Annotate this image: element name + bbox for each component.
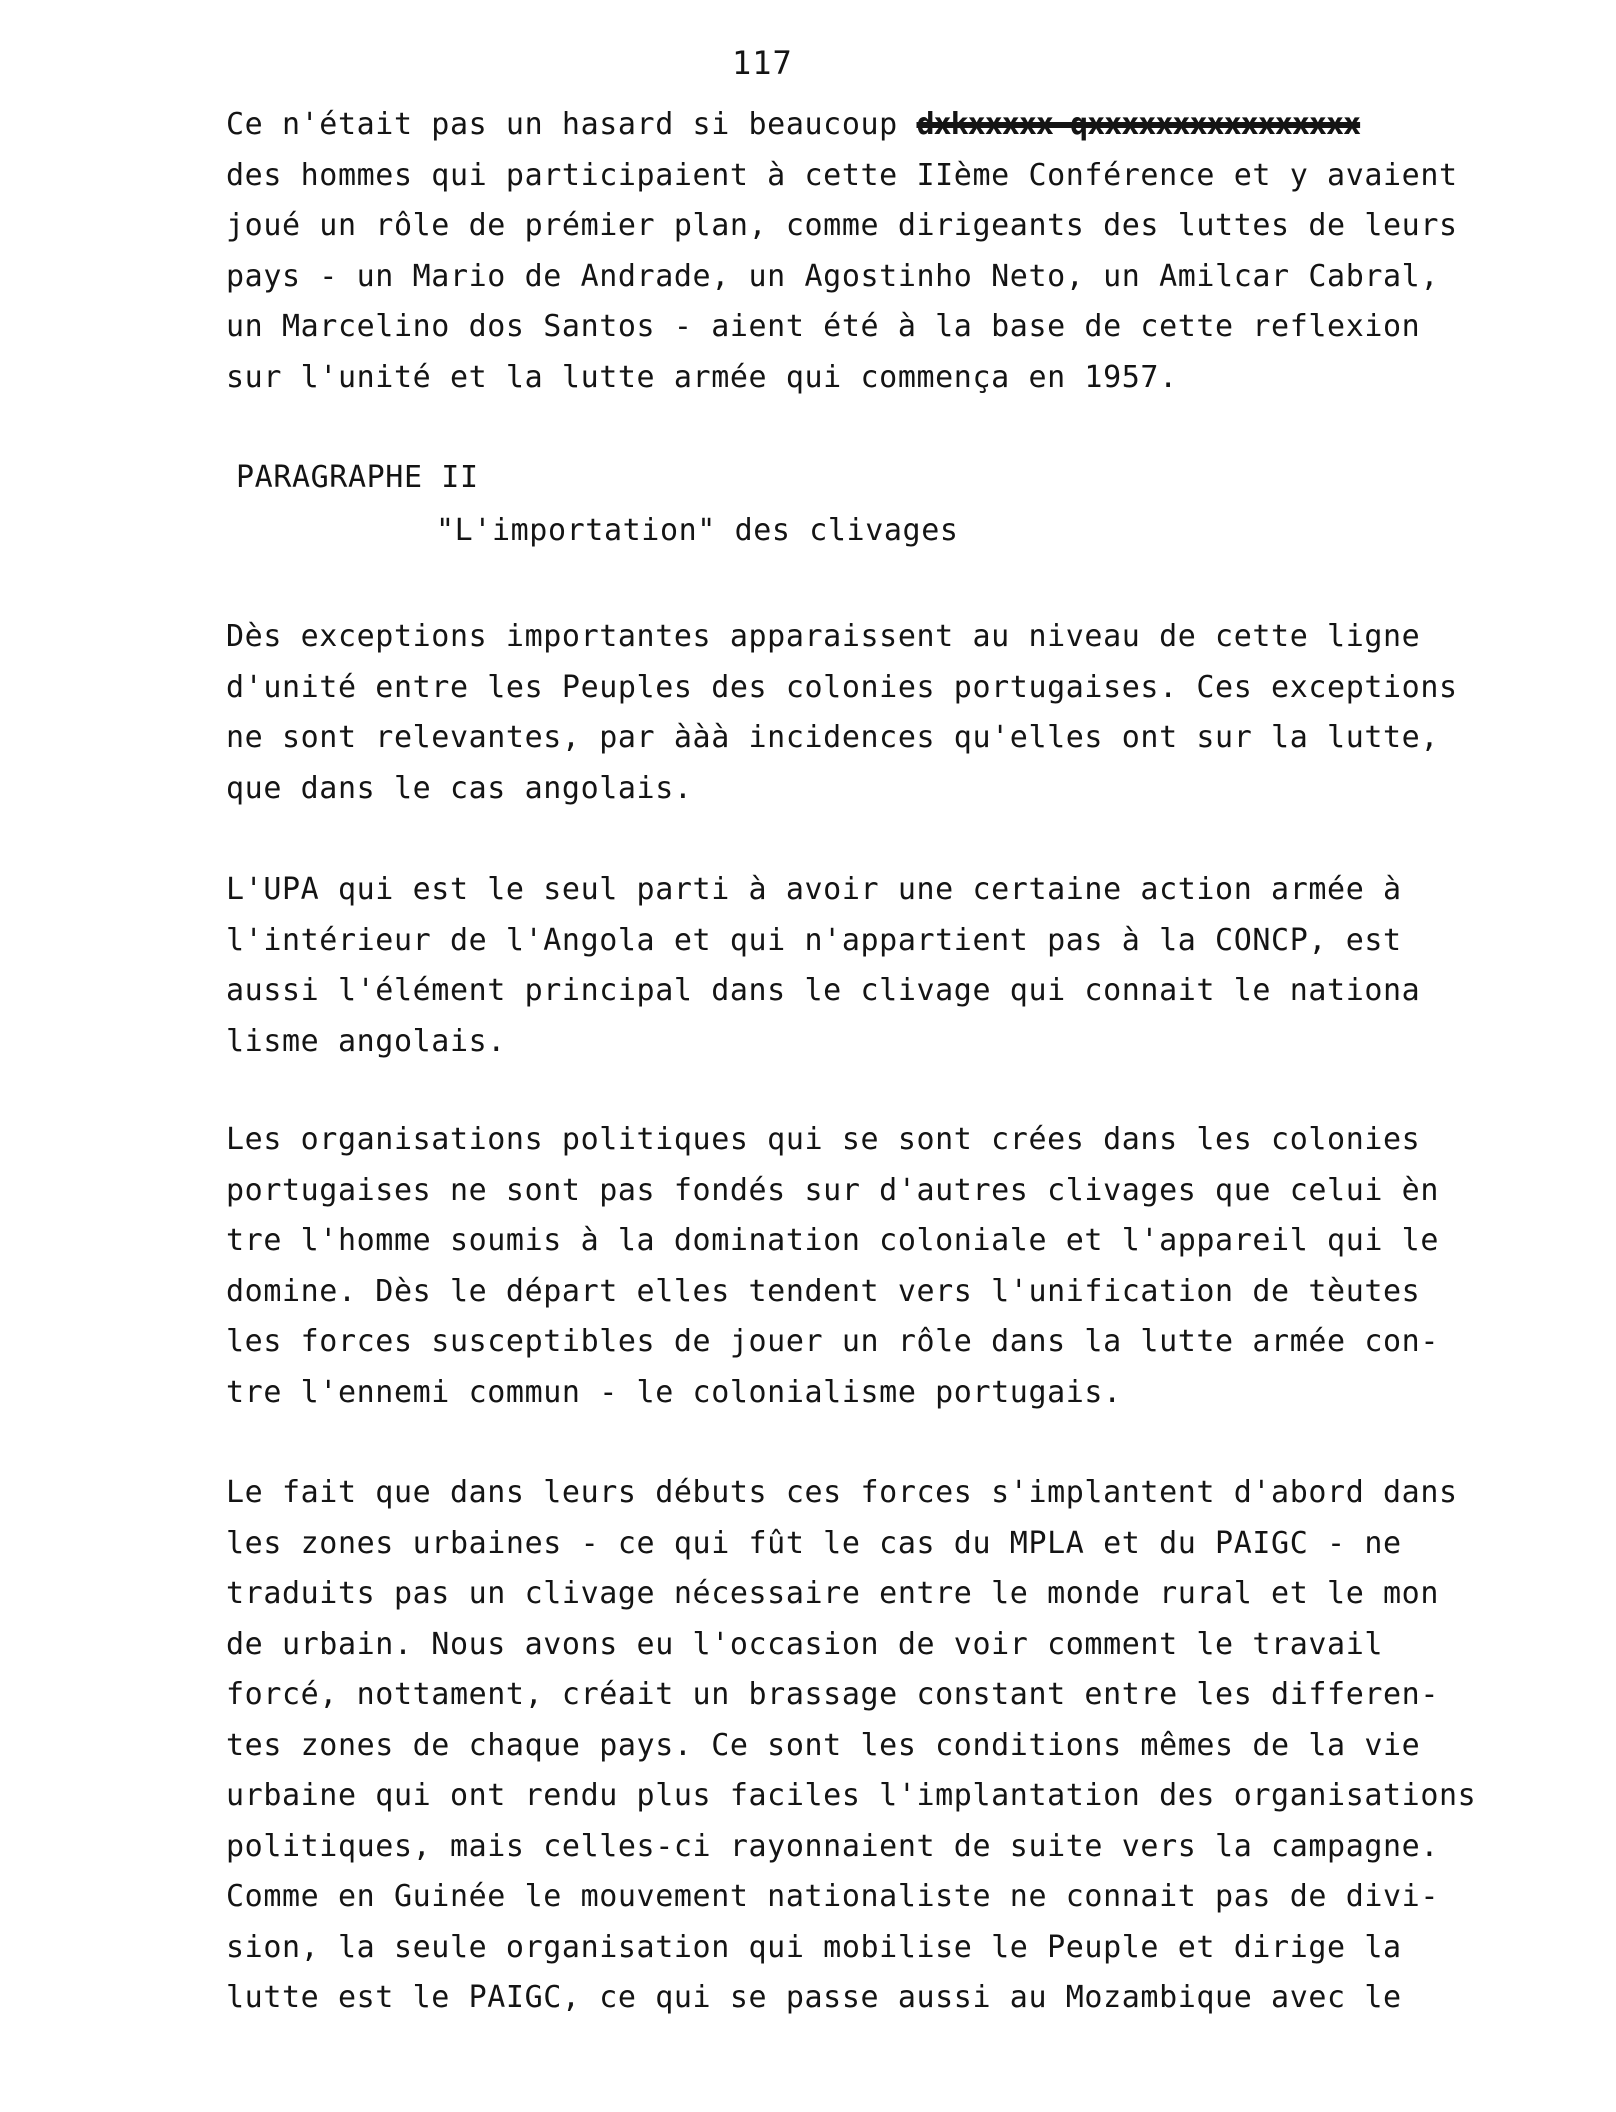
section-label: PARAGRAPHE II	[236, 460, 479, 495]
text-line: lisme angolais.	[226, 1023, 506, 1059]
text-line: un Marcelino dos Santos - aient été à la base de cette reflexion	[226, 309, 1421, 344]
paragraph-2	[226, 612, 1586, 814]
text-line: les zones urbaines - ce qui fût le cas du MPLA et du PAIGC - ne	[226, 1525, 1402, 1561]
page-number: 117	[732, 44, 793, 82]
text-line: forcé, nottament, créait un brassage constant entre les differen-	[226, 1677, 1439, 1712]
text-line: les forces susceptibles de jouer un rôle dans la lutte armée con-	[226, 1324, 1439, 1359]
text-line: aussi l'élément principal dans le clivage qui connait le nationa	[226, 973, 1421, 1008]
text-line: tes zones de chaque pays. Ce sont les conditions mêmes de la vie	[226, 1727, 1421, 1763]
text-line: L'UPA qui est le seul parti à avoir une certaine action armée à	[226, 872, 1402, 907]
section-title: "L'importation" des clivages	[436, 513, 959, 548]
text-line: des hommes qui participaient à cette IIème Conférence et y avaient	[226, 157, 1458, 193]
text-line: Ce n'était pas un hasard si beaucoup dxkxxxxx qxxxxxxxxxxxxxxxx	[226, 107, 1361, 142]
text-line: que dans le cas angolais.	[226, 770, 693, 806]
text-line: sur l'unité et la lutte armée qui commença en 1957.	[226, 359, 1178, 395]
text-line: joué un rôle de prémier plan, comme dirigeants des luttes de leurs	[226, 208, 1458, 243]
text-line: Les organisations politiques qui se sont crées dans les colonies	[226, 1122, 1421, 1157]
paragraph-3	[226, 865, 1586, 1067]
text-line: de urbain. Nous avons eu l'occasion de voir comment le travail	[226, 1626, 1384, 1662]
text-line: lutte est le PAIGC, ce qui se passe aussi au Mozambique avec le	[226, 1980, 1402, 2015]
text-line: Dès exceptions importantes apparaissent au niveau de cette ligne	[226, 619, 1421, 654]
text-line: traduits pas un clivage nécessaire entre le monde rural et le mon	[226, 1576, 1439, 1611]
text-line: tre l'homme soumis à la domination coloniale et l'appareil qui le	[226, 1223, 1439, 1258]
text-line: urbaine qui ont rendu plus faciles l'implantation des organisations	[226, 1778, 1477, 1813]
text-line: Comme en Guinée le mouvement nationaliste ne connait pas de divi-	[226, 1879, 1439, 1914]
paragraph-1	[226, 100, 1586, 403]
text-line: tre l'ennemi commun - le colonialisme portugais.	[226, 1374, 1122, 1410]
struck-out-text: dxkxxxxx qxxxxxxxxxxxxxxxx	[916, 107, 1361, 142]
text-line: portugaises ne sont pas fondés sur d'autres clivages que celui èn	[226, 1172, 1439, 1208]
text-line: l'intérieur de l'Angola et qui n'appartient pas à la CONCP, est	[226, 922, 1402, 958]
text-line: Le fait que dans leurs débuts ces forces s'implantent d'abord dans	[226, 1475, 1458, 1510]
text-line: ne sont relevantes, par ààà incidences qu'elles ont sur la lutte,	[226, 720, 1439, 755]
text-line: sion, la seule organisation qui mobilise le Peuple et dirige la	[226, 1929, 1402, 1965]
text-line: d'unité entre les Peuples des colonies portugaises. Ces exceptions	[226, 669, 1458, 705]
paragraph-4	[226, 1115, 1586, 1418]
text-line: pays - un Mario de Andrade, un Agostinho Neto, un Amilcar Cabral,	[226, 258, 1439, 294]
text-line: domine. Dès le départ elles tendent vers l'unification de tèutes	[226, 1273, 1421, 1309]
text-line: politiques, mais celles-ci rayonnaient de suite vers la campagne.	[226, 1828, 1439, 1864]
paragraph-5	[226, 1468, 1586, 2024]
